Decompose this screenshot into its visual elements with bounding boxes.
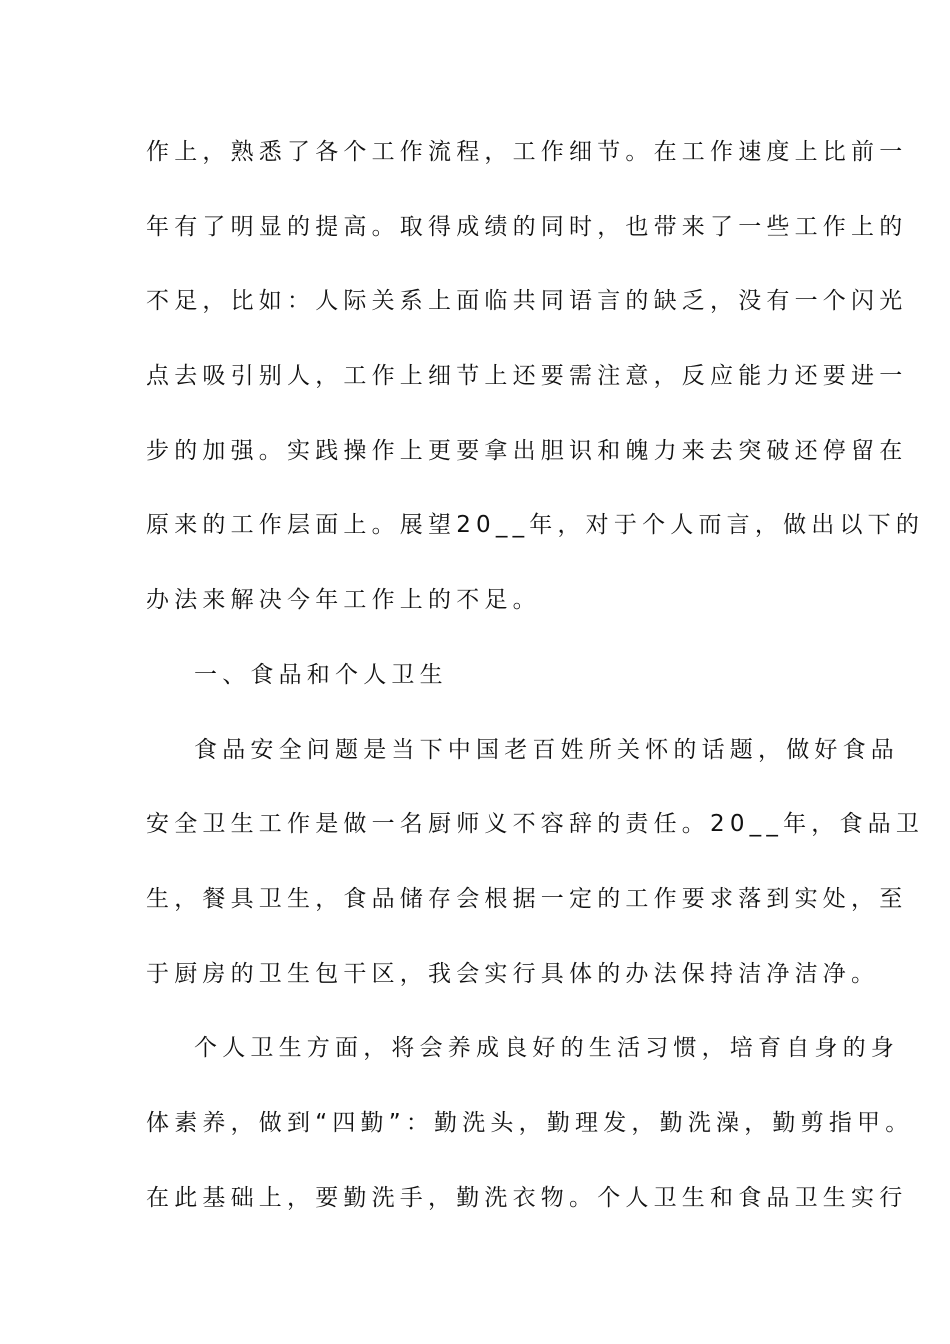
text-line: 生，餐具卫生，食品储存会根据一定的工作要求落到实处，至 — [146, 885, 908, 912]
section-heading: 一、食品和个人卫生 — [194, 661, 448, 688]
text-line: 不足，比如：人际关系上面临共同语言的缺乏，没有一个闪光 — [146, 288, 908, 315]
text-line: 体素养，做到“四勤”：勤洗头，勤理发，勤洗澡，勤剪指甲。 — [146, 1109, 914, 1136]
text-line: 于厨房的卫生包干区，我会实行具体的办法保持洁净洁净。 — [146, 960, 880, 987]
text-line: 办法来解决今年工作上的不足。 — [146, 587, 541, 614]
text-line: 原来的工作层面上。展望20__年，对于个人而言，做出以下的 — [146, 512, 925, 539]
text-line: 点去吸引别人，工作上细节上还要需注意，反应能力还要进一 — [146, 363, 908, 390]
text-line: 安全卫生工作是做一名厨师义不容辞的责任。20__年，食品卫 — [146, 811, 925, 838]
text-line: 步的加强。实践操作上更要拿出胆识和魄力来去突破还停留在 — [146, 437, 908, 464]
text-line: 作上，熟悉了各个工作流程，工作细节。在工作速度上比前一 — [146, 139, 908, 165]
text-line: 个人卫生方面，将会养成良好的生活习惯，培育自身的身 — [194, 1035, 899, 1062]
text-line: 在此基础上，要勤洗手，勤洗衣物。个人卫生和食品卫生实行 — [146, 1184, 908, 1211]
body-text — [146, 128, 925, 1248]
text-line: 年有了明显的提高。取得成绩的同时，也带来了一些工作上的 — [146, 213, 908, 240]
text-line: 食品安全问题是当下中国老百姓所关怀的话题，做好食品 — [194, 736, 899, 763]
